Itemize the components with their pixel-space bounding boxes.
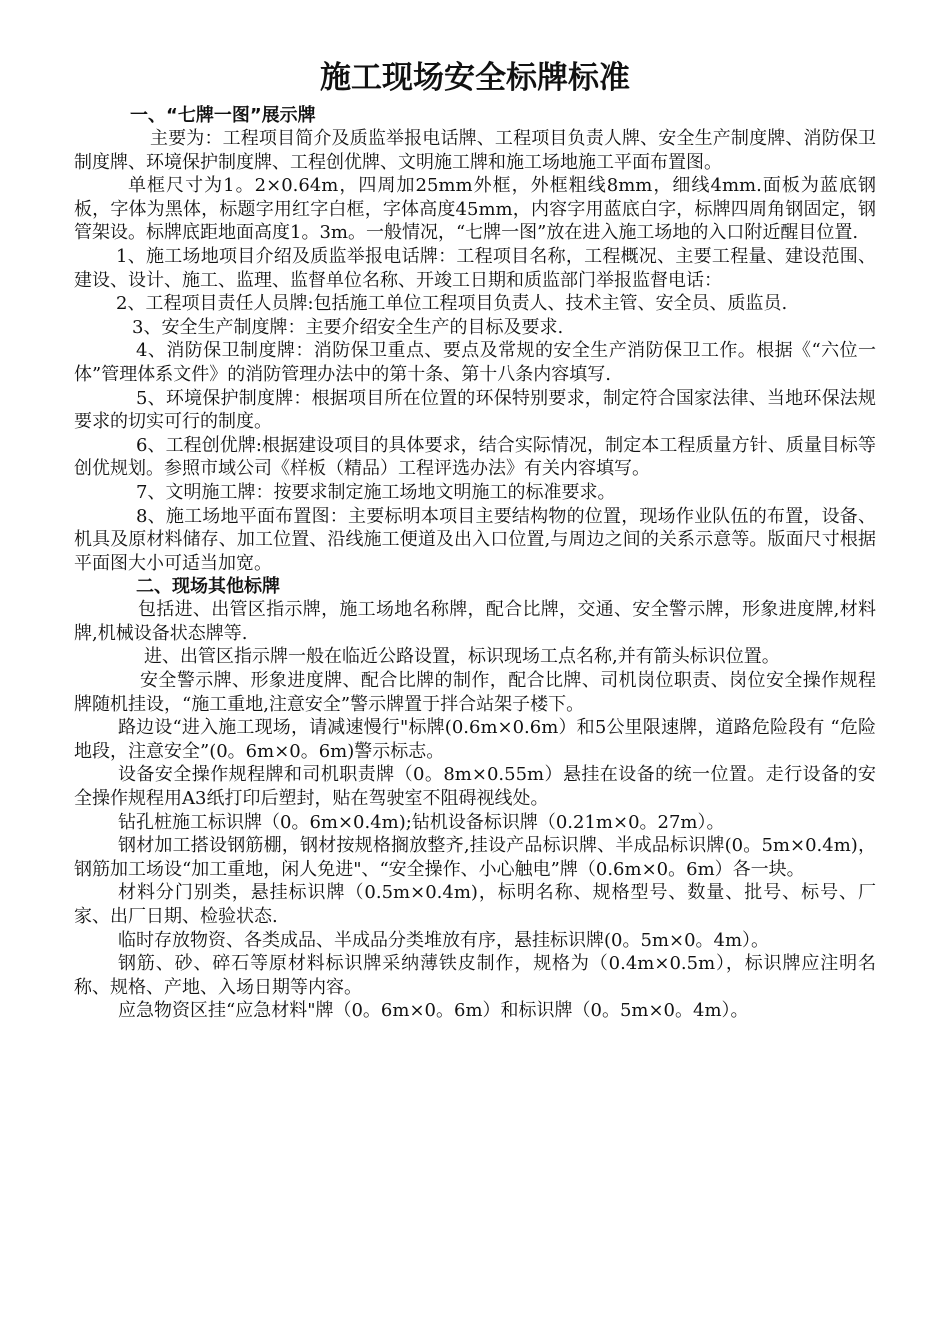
paragraph: 进、出管区指示牌一般在临近公路设置，标识现场工点名称,并有箭头标识位置。 [144,646,780,668]
section-heading: 二、现场其他标牌 [136,576,280,598]
paragraph: 4、消防保卫制度牌：消防保卫重点、要点及常规的安全生产消防保卫工作。根据《“六位一体”管理体系文件》的消防管理办法中的第十条、第十八条内容填写. [74,340,876,385]
paragraph: 包括进、出管区指示牌，施工场地名称牌，配合比牌，交通、安全警示牌，形象进度牌,材料牌,机械设备状态牌等. [74,599,876,644]
paragraph: 7、文明施工牌：按要求制定施工场地文明施工的标准要求。 [136,481,616,503]
paragraph: 1、施工场地项目介绍及质监举报电话牌：工程项目名称，工程概况、主要工程量、建设范围、建设、设计、施工、监理、监督单位名称、开竣工日期和质监部门举报监督电话： [74,245,876,291]
paragraph: 临时存放物资、各类成品、半成品分类堆放有序，悬挂标识牌(0。5m×0。4m）。 [118,929,770,951]
paragraph: 路边设“进入施工现场，请减速慢行"标牌(0.6m×0.6m）和5公里限速牌，道路危险段有 “危险地段，注意安全”(0。6m×0。6m)警示标志。 [74,717,876,762]
paragraph: 6、工程创优牌:根据建设项目的具体要求，结合实际情况，制定本工程质量方针、质量目标等创优规划。参照市域公司《样板（精品）工程评选办法》有关内容填写。 [74,434,876,480]
paragraph: 主要为：工程项目简介及质监举报电话牌、工程项目负责人牌、安全生产制度牌、消防保卫制度牌、环境保护制度牌、工程创优牌、文明施工牌和施工场地施工平面布置图。 [74,128,876,173]
paragraph: 2、工程项目责任人员牌:包括施工单位工程项目负责人、技术主管、安全员、质监员. [116,293,788,315]
paragraph: 5、环境保护制度牌：根据项目所在位置的环保特别要求，制定符合国家法律、当地环保法规要求的切实可行的制度。 [74,387,876,433]
paragraph: 3、安全生产制度牌：主要介绍安全生产的目标及要求. [132,316,564,338]
paragraph: 钢材加工搭设钢筋棚，钢材按规格搁放整齐,挂设产品标识牌、半成品标识牌(0。5m×0.4m)，钢筋加工场设“加工重地，闲人免进"、“安全操作、小心触电”牌（0.6m×0。6m）各一块。 [74,835,876,880]
paragraph: 安全警示牌、形象进度牌、配合比牌的制作，配合比牌、司机岗位职责、岗位安全操作规程牌随机挂设，“施工重地,注意安全”警示牌置于拌合站架子楼下。 [74,670,876,715]
paragraph: 单框尺寸为1。2×0.64m，四周加25mm外框，外框粗线8mm，细线4mm.面板为蓝底钢板，字体为黑体，标题字用红字白框，字体高度45mm，内容字用蓝底白字，标牌四周角钢固定，钢管架设。标牌底距地面高度1。3m。一般情况，“七牌一图”放在进入施工场地的入口附近醒目位置. [74,175,876,244]
paragraph: 钢筋、砂、碎石等原材料标识牌采纳薄铁皮制作，规格为（0.4m×0.5m），标识牌应注明名称、规格、产地、入场日期等内容。 [74,953,876,998]
section-seven-boards [74,104,876,575]
paragraph: 8、施工场地平面布置图：主要标明本项目主要结构物的位置，现场作业队伍的布置，设备、机具及原材料储存、加工位置、沿线施工便道及出入口位置,与周边之间的关系示意等。版面尺寸根据平面图大小可适当加宽。 [74,505,876,574]
paragraph: 钻孔桩施工标识牌（0。6m×0.4m);钻机设备标识牌（0.21m×0。27m）。 [118,811,725,833]
section-other-boards [74,575,876,1023]
document-title: 施工现场安全标牌标准 [320,60,630,96]
section-heading: 一、“七牌一图”展示牌 [130,105,316,126]
paragraph: 设备安全操作规程牌和司机职责牌（0。8m×0.55m）悬挂在设备的统一位置。走行设备的安全操作规程用A3纸打印后塑封，贴在驾驶室不阻碍视线处。 [74,764,876,810]
paragraph: 材料分门别类，悬挂标识牌（0.5m×0.4m)，标明名称、规格型号、数量、批号、标号、厂家、出厂日期、检验状态. [74,882,876,927]
paragraph: 应急物资区挂“应急材料"牌（0。6m×0。6m）和标识牌（0。5m×0。4m）。 [118,1000,749,1022]
